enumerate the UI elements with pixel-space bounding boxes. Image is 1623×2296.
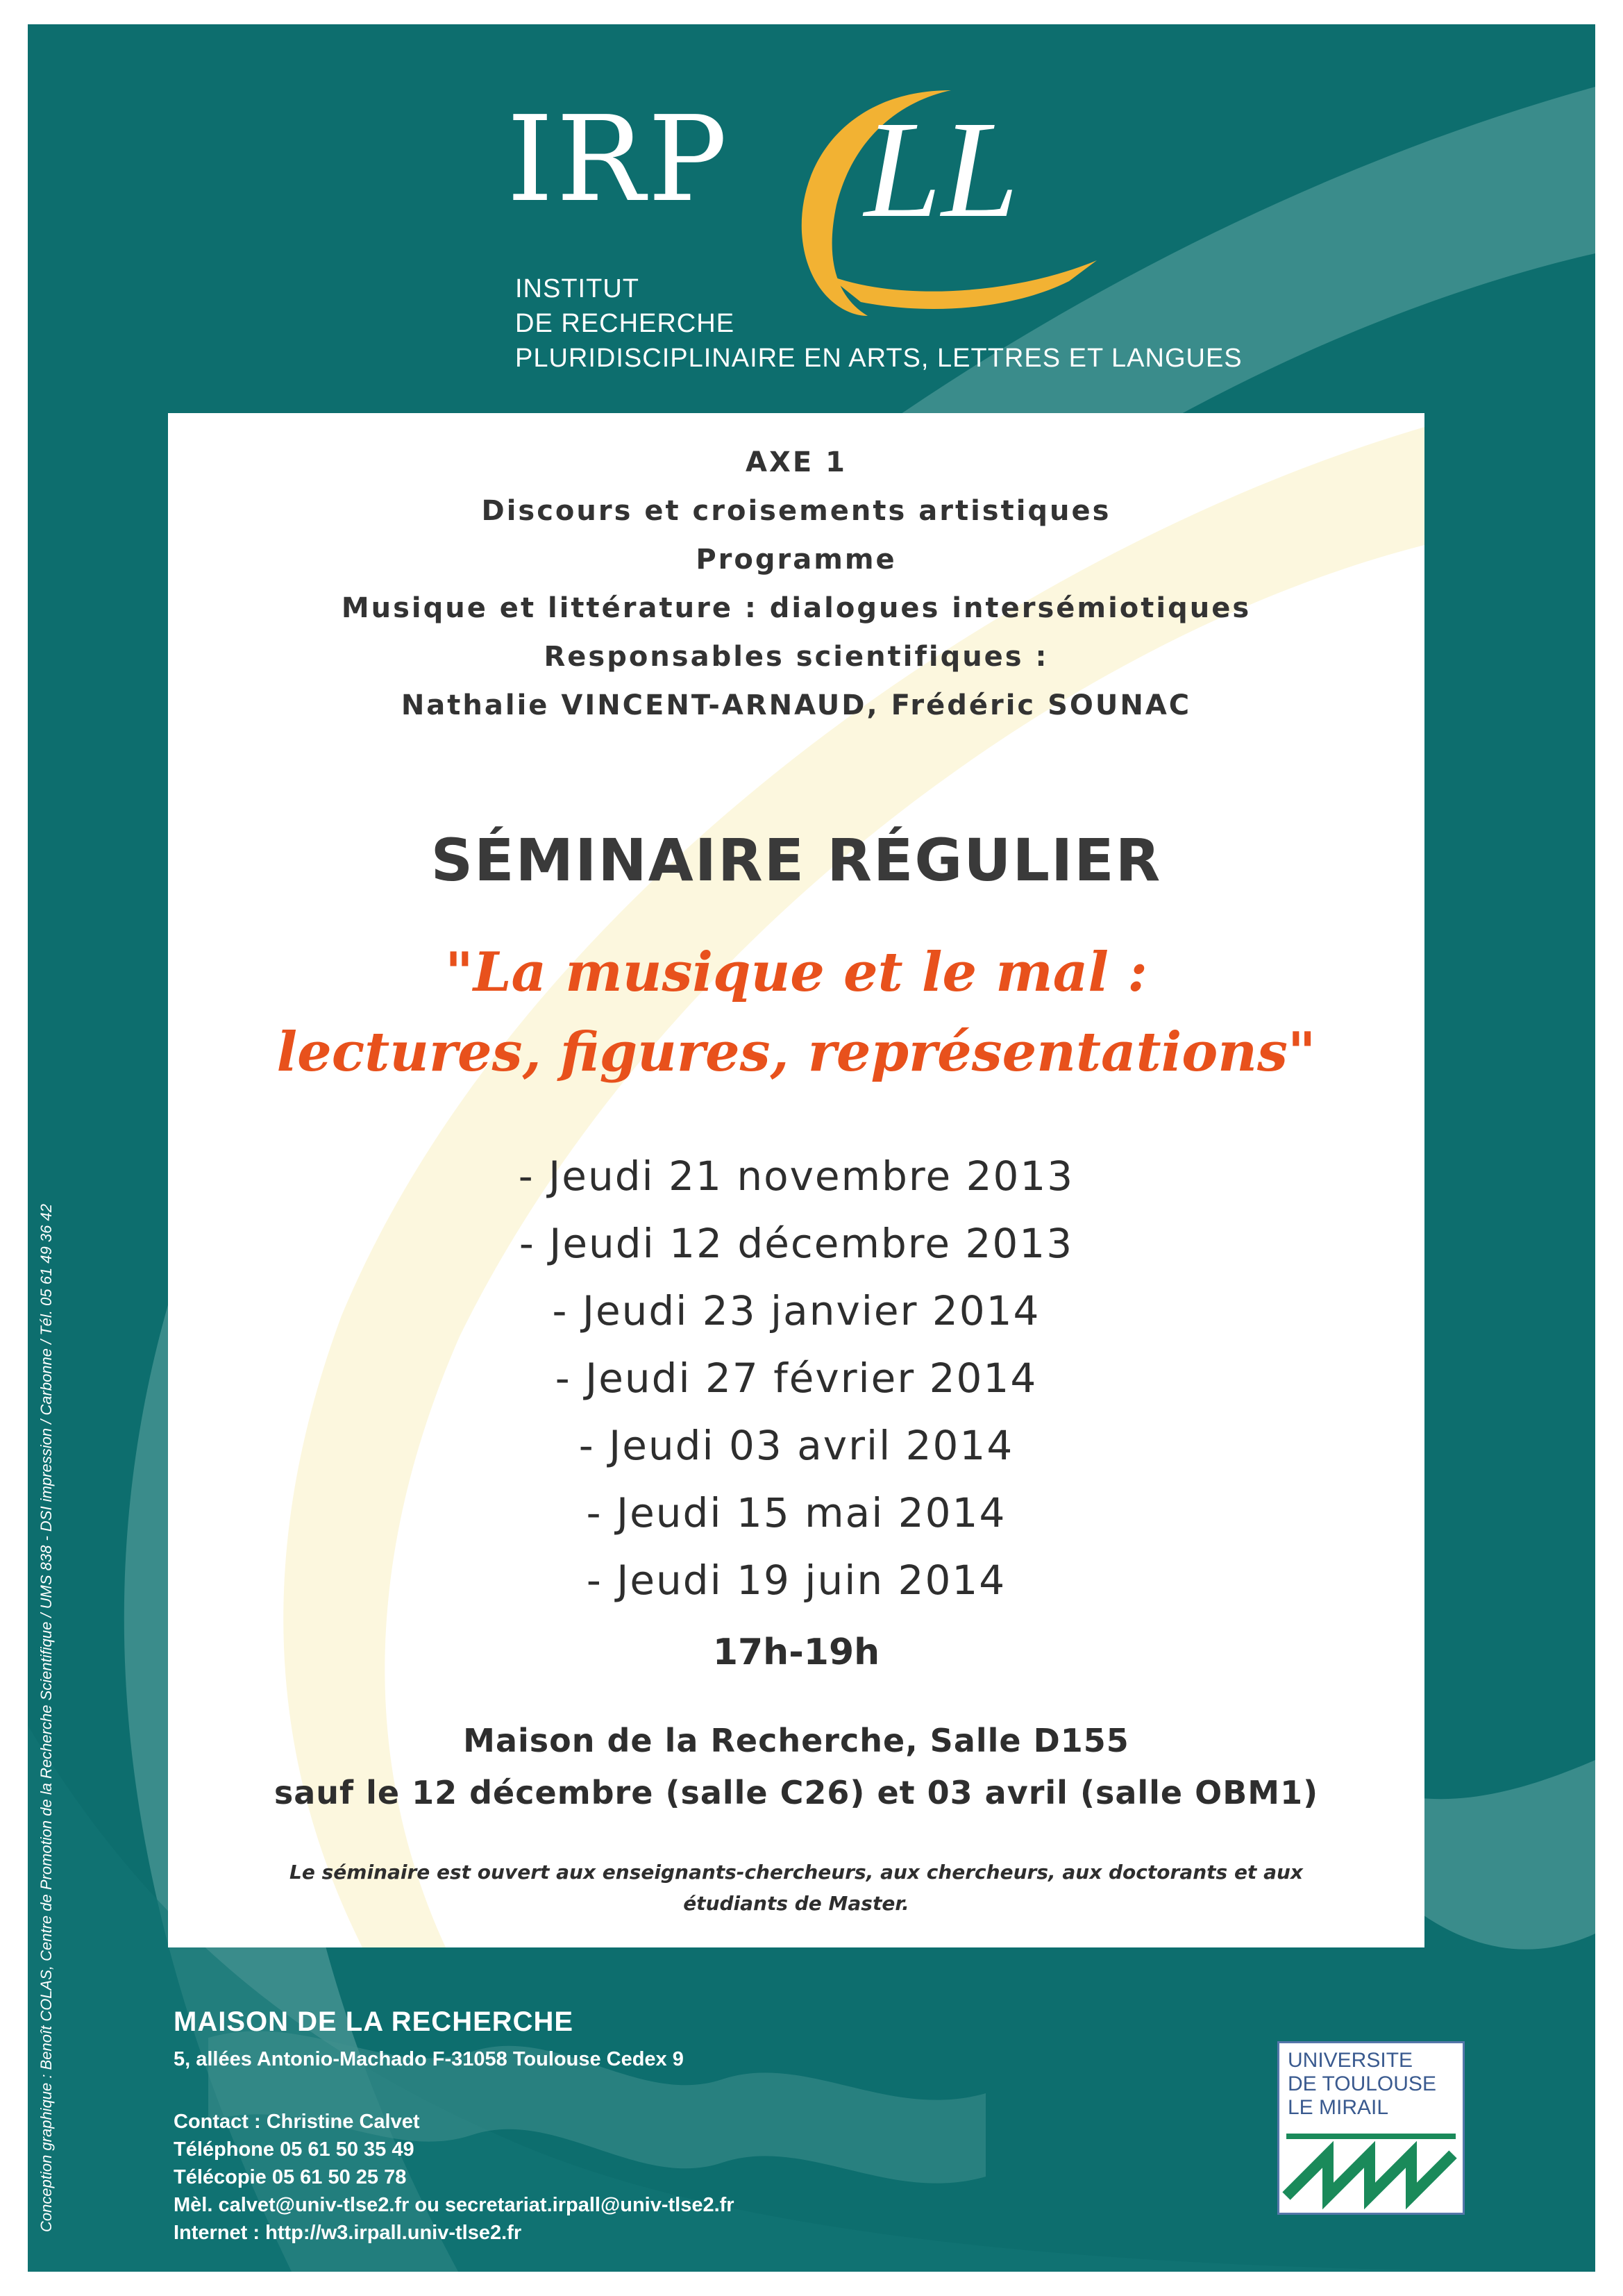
- footer-contact: Contact : Christine Calvet: [174, 2111, 420, 2133]
- logo-line-2: DE RECHERCHE: [515, 309, 735, 338]
- axis-theme: Discours et croisements artistiques: [481, 495, 1111, 527]
- date-item: - Jeudi 03 avril 2014: [578, 1422, 1014, 1469]
- date-item: - Jeudi 19 juin 2014: [586, 1557, 1007, 1604]
- footer-title: MAISON DE LA RECHERCHE: [174, 2006, 574, 2037]
- university-zigzag-icon: [1279, 2127, 1463, 2210]
- programme-label: Programme: [696, 544, 897, 576]
- university-line-3: LE MIRAIL: [1288, 2096, 1389, 2119]
- design-credit: Conception graphique : Benoît COLAS, Centre de Promotion de la Recherche Scientifique / UMS 838 - DSI impression / Carbonne / Tél. 05 61 49 36 42: [37, 1204, 55, 2232]
- logo-line-1: INSTITUT: [515, 274, 639, 303]
- logo-acronym-right: LL: [864, 93, 1019, 246]
- location-exceptions: sauf le 12 décembre (salle C26) et 03 avril (salle OBM1): [274, 1774, 1319, 1811]
- logo-line-3: PLURIDISCIPLINAIRE EN ARTS, LETTRES ET LANGUES: [515, 344, 1243, 373]
- poster-background: [28, 24, 1595, 2272]
- seminar-subtitle-line-1: "La musique et le mal :: [445, 941, 1147, 1004]
- programme-title: Musique et littérature : dialogues intersémiotiques: [341, 592, 1252, 624]
- seminar-hours: 17h-19h: [712, 1632, 880, 1673]
- content-panel: [168, 413, 1424, 1947]
- date-item: - Jeudi 15 mai 2014: [586, 1489, 1007, 1536]
- footer-email: Mèl. calvet@univ-tlse2.fr ou secretariat.irpall@univ-tlse2.fr: [174, 2194, 734, 2216]
- audience-note-line-1: Le séminaire est ouvert aux enseignants-chercheurs, aux chercheurs, aux doctorants et aux: [289, 1861, 1303, 1884]
- university-line-2: DE TOULOUSE: [1288, 2072, 1436, 2095]
- footer-phone: Téléphone 05 61 50 35 49: [174, 2138, 414, 2161]
- seminar-title: SÉMINAIRE RÉGULIER: [430, 826, 1162, 894]
- responsables-label: Responsables scientifiques :: [544, 641, 1049, 673]
- responsables-names: Nathalie VINCENT-ARNAUD, Frédéric SOUNAC: [401, 689, 1192, 721]
- location-main: Maison de la Recherche, Salle D155: [463, 1722, 1129, 1759]
- logo-acronym-left: IRP: [507, 91, 730, 228]
- footer-internet: Internet : http://w3.irpall.univ-tlse2.fr: [174, 2222, 522, 2244]
- date-item: - Jeudi 12 décembre 2013: [519, 1220, 1074, 1267]
- footer-fax: Télécopie 05 61 50 25 78: [174, 2166, 407, 2188]
- university-line-1: UNIVERSITE: [1288, 2049, 1413, 2072]
- axis-label: AXE 1: [746, 446, 847, 478]
- date-item: - Jeudi 23 janvier 2014: [552, 1287, 1041, 1334]
- footer-address: 5, allées Antonio-Machado F-31058 Toulouse Cedex 9: [174, 2048, 684, 2070]
- seminar-subtitle-line-2: lectures, figures, représentations": [276, 1021, 1316, 1084]
- date-item: - Jeudi 27 février 2014: [555, 1355, 1038, 1402]
- date-item: - Jeudi 21 novembre 2013: [518, 1153, 1075, 1200]
- audience-note-line-2: étudiants de Master.: [683, 1892, 909, 1915]
- university-logo: [1277, 2041, 1465, 2215]
- irpall-logo: [28, 24, 1595, 413]
